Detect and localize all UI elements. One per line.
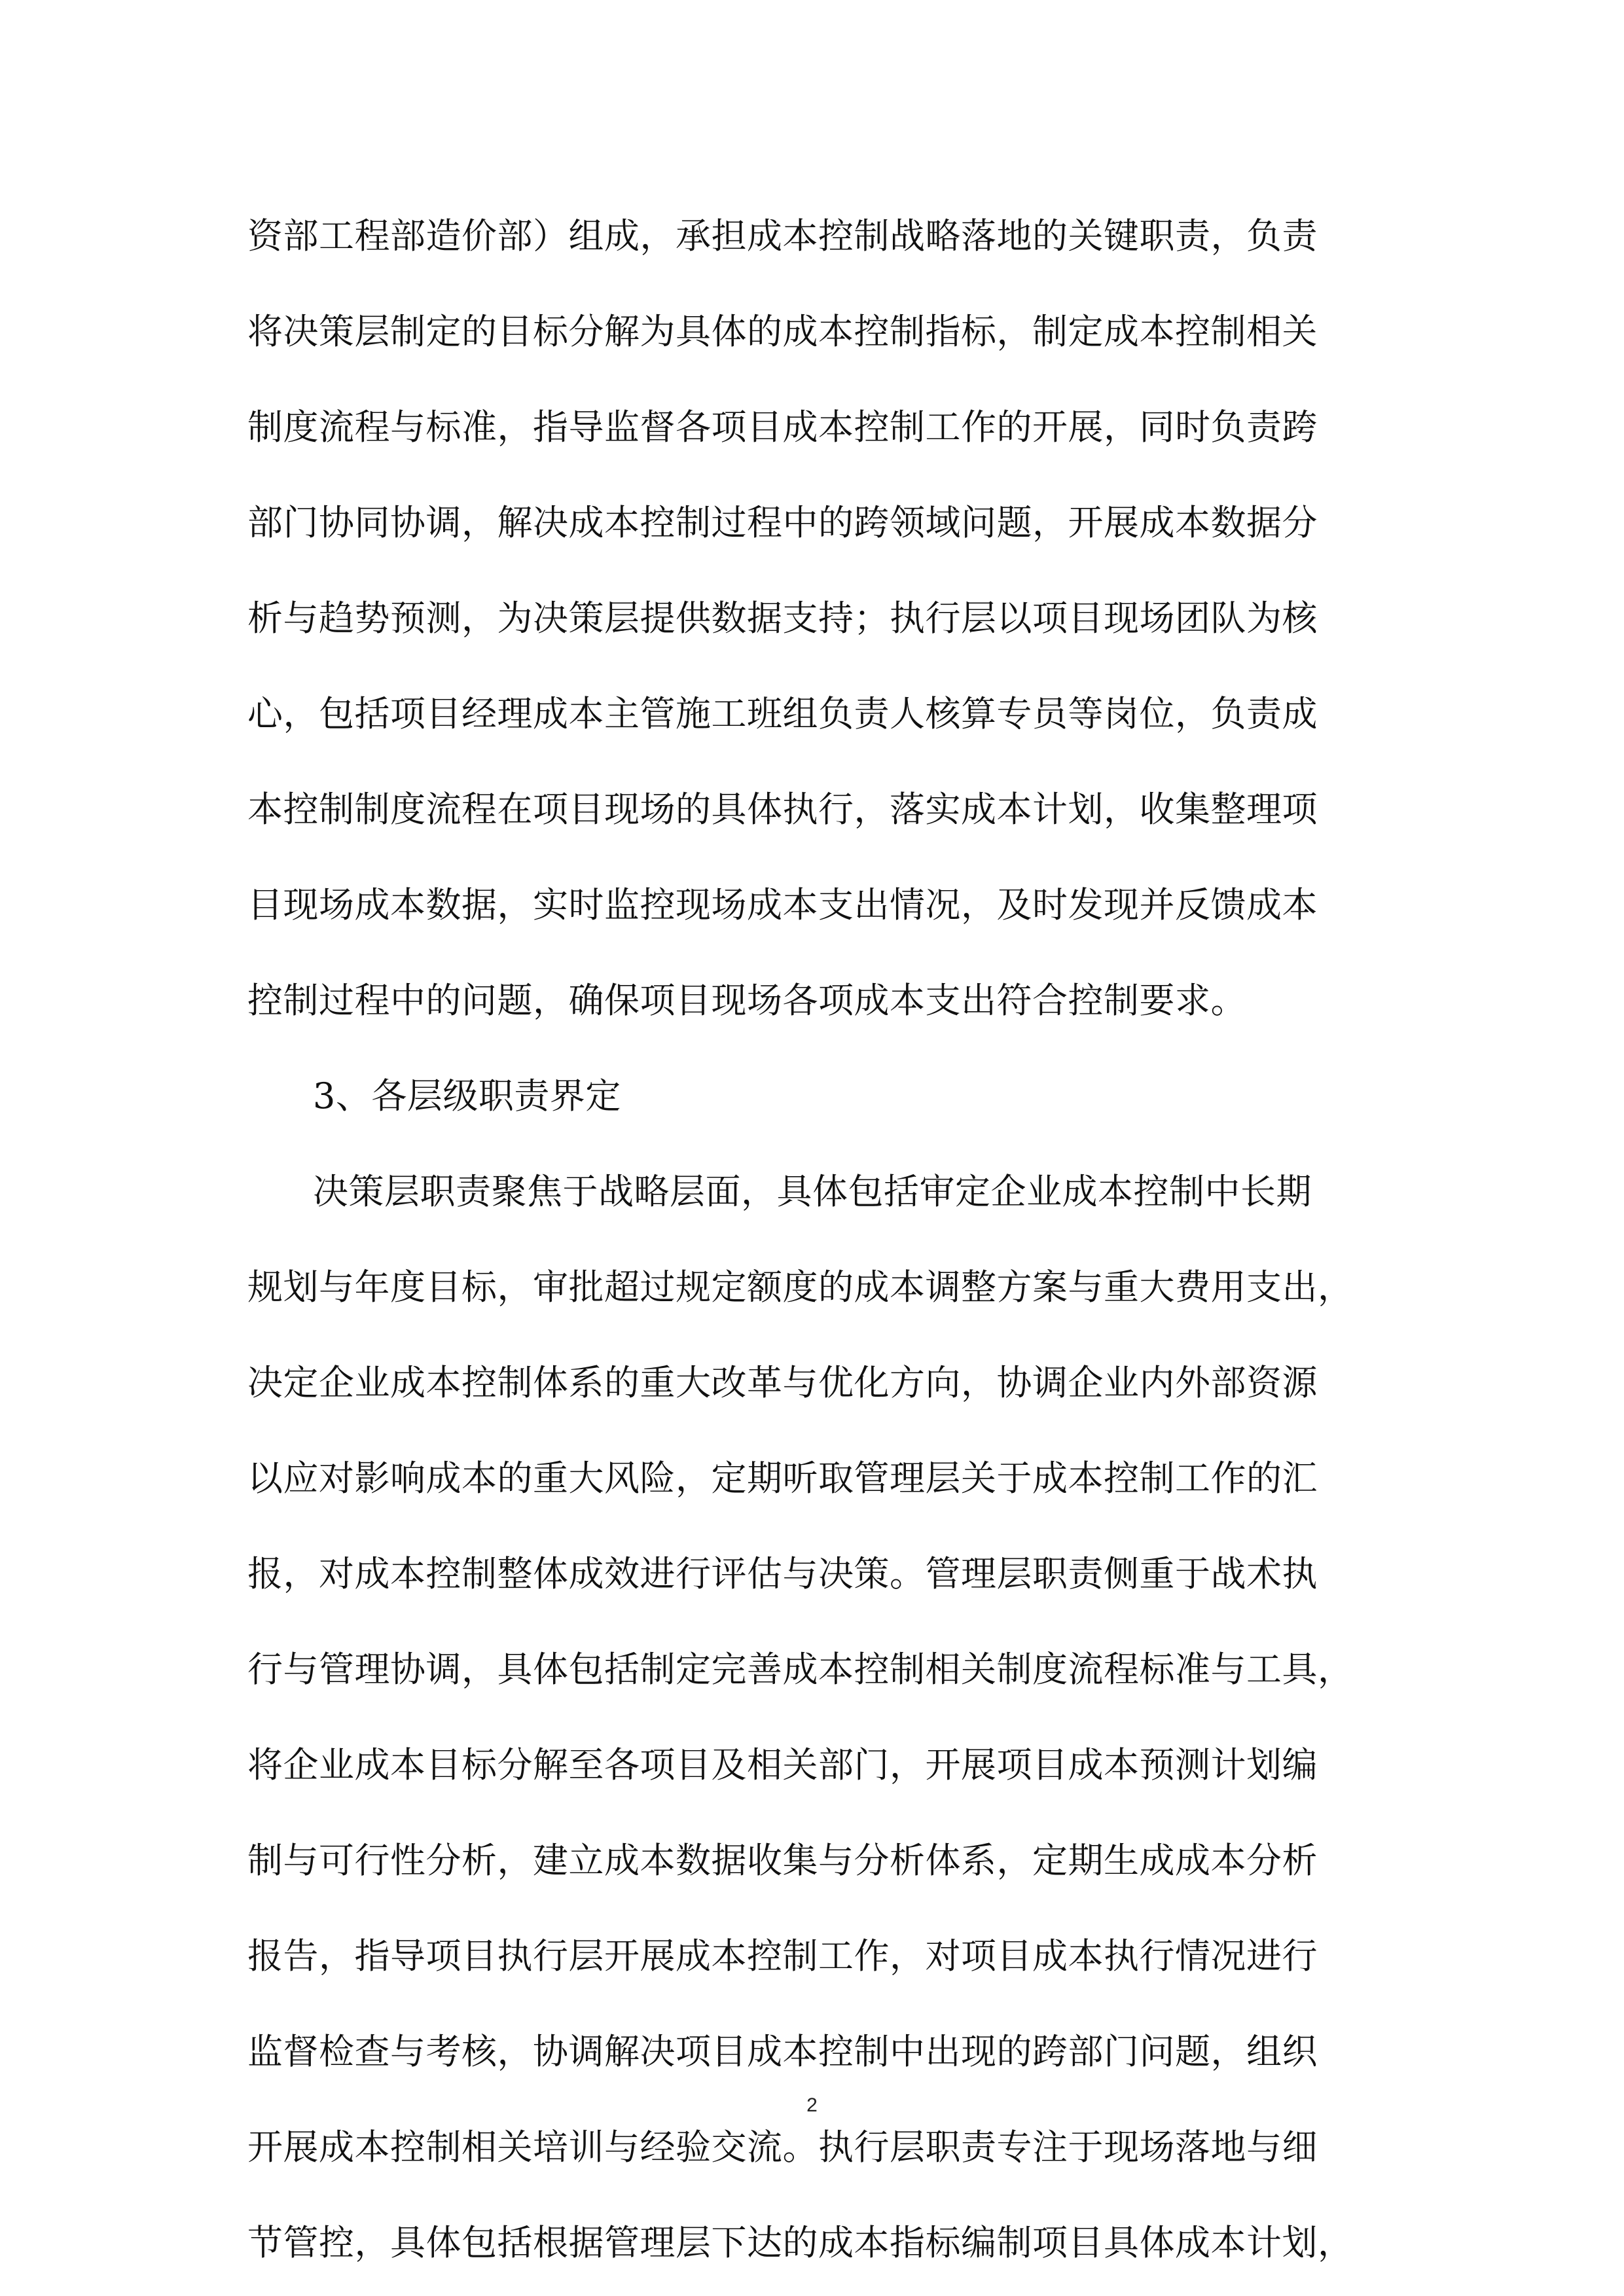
text-line-14: 以应对影响成本的重大风险，定期听取管理层关于成本控制工作的汇 xyxy=(247,1458,1318,1499)
text-line-7: 本控制制度流程在项目现场的具体执行，落实成本计划，收集整理项 xyxy=(247,789,1318,830)
text-line-11: 决策层职责聚焦于战略层面，具体包括审定企业成本控制中长期 xyxy=(313,1171,1312,1212)
text-line-9: 控制过程中的问题，确保项目现场各项成本支出符合控制要求。 xyxy=(247,980,1246,1021)
text-line-8: 目现场成本数据，实时监控现场成本支出情况，及时发现并反馈成本 xyxy=(247,884,1318,925)
text-line-17: 将企业成本目标分解至各项目及相关部门，开展项目成本预测计划编 xyxy=(247,1744,1318,1785)
page-number: 2 xyxy=(806,2094,818,2116)
text-line-16: 行与管理协调，具体包括制定完善成本控制相关制度流程标准与工具， xyxy=(247,1649,1354,1690)
text-line-18: 制与可行性分析，建立成本数据收集与分析体系，定期生成成本分析 xyxy=(247,1840,1318,1881)
text-line-22: 节管控，具体包括根据管理层下达的成本指标编制项目具体成本计划， xyxy=(247,2222,1354,2263)
text-line-19: 报告，指导项目执行层开展成本控制工作，对项目成本执行情况进行 xyxy=(247,1935,1318,1977)
text-line-2: 将决策层制定的目标分解为具体的成本控制指标，制定成本控制相关 xyxy=(247,311,1318,352)
text-line-13: 决定企业成本控制体系的重大改革与优化方向，协调企业内外部资源 xyxy=(247,1362,1318,1403)
text-line-12: 规划与年度目标，审批超过规定额度的成本调整方案与重大费用支出， xyxy=(247,1266,1354,1308)
body-text xyxy=(247,188,1399,2291)
text-line-15: 报，对成本控制整体成效进行评估与决策。管理层职责侧重于战术执 xyxy=(247,1553,1318,1594)
text-line-6: 心，包括项目经理成本主管施工班组负责人核算专员等岗位，负责成 xyxy=(247,693,1318,734)
text-line-4: 部门协同协调，解决成本控制过程中的跨领域问题，开展成本数据分 xyxy=(247,502,1318,543)
text-line-1: 资部工程部造价部）组成，承担成本控制战略落地的关键职责，负责 xyxy=(247,215,1318,257)
text-line-5: 析与趋势预测，为决策层提供数据支持；执行层以项目现场团队为核 xyxy=(247,598,1318,639)
section-heading: 3、各层级职责界定 xyxy=(313,1075,621,1117)
text-line-20: 监督检查与考核，协调解决项目成本控制中出现的跨部门问题，组织 xyxy=(247,2031,1318,2072)
text-line-21: 开展成本控制相关培训与经验交流。执行层职责专注于现场落地与细 xyxy=(247,2126,1318,2168)
text-line-3: 制度流程与标准，指导监督各项目成本控制工作的开展，同时负责跨 xyxy=(247,406,1318,448)
